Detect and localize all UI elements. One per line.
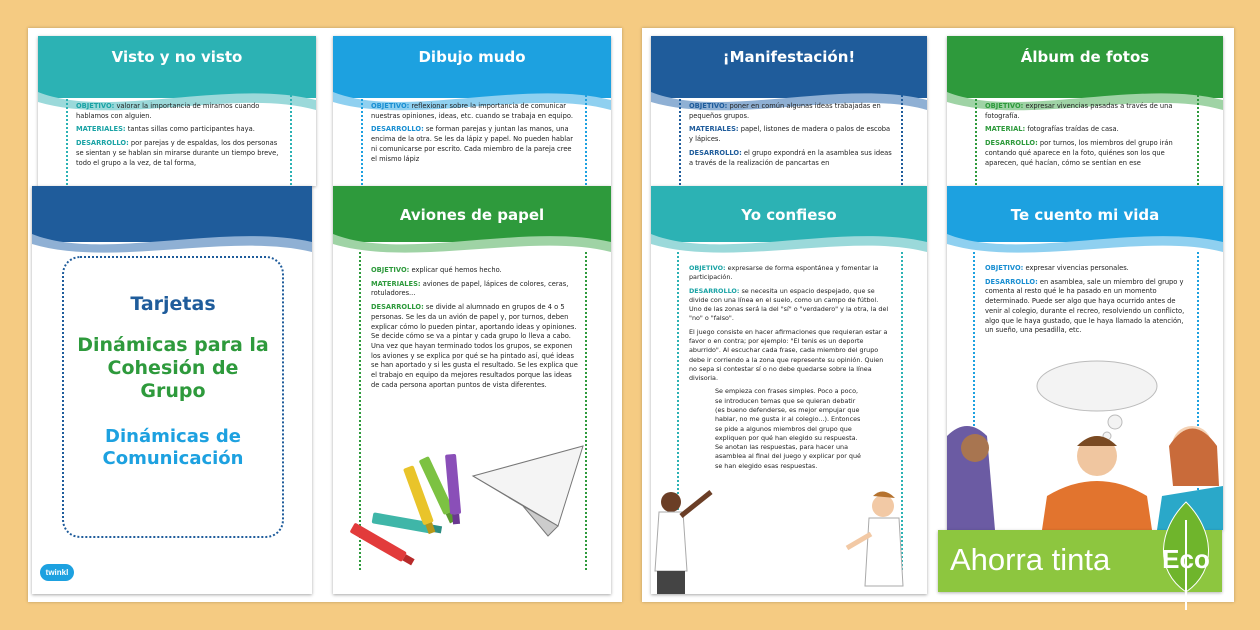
eco-label: Eco [1162,544,1210,574]
desarrollo-text: el grupo expondrá en la asamblea sus ideas a través de la realización de pancartas en [689,148,892,167]
cover-card [32,186,312,594]
card-dibujo-mudo [333,36,611,186]
objetivo-text: expresar vivencias pasadas a través de una fotografía. [985,102,1173,120]
materiales-label: MATERIALES: [371,279,421,288]
material-label: MATERIAL: [985,125,1026,134]
objetivo-text: valorar la importancia de mirarnos cuando hablamos con alguien. [76,102,260,120]
objetivo-text: expresarse de forma espontánea y fomentar la participación. [689,264,879,282]
objetivo-label: OBJETIVO: [76,102,115,110]
children-illustration [651,476,927,594]
materiales-label: MATERIALES: [689,125,739,134]
desarrollo-label: DESARROLLO: [689,286,740,295]
desarrollo-text: por parejas y de espaldas, los dos personas se sientan y se hablan sin mirarse durante un tiempo breve, todo el grupo a la vez, de tal forma, [76,139,279,167]
desarrollo-text: en asamblea, sale un miembro del grupo y comenta al resto qué le ha pasado en un momento determinado. Puede ser algo que haya ocurrido antes de venir al colegio, durante el recreo, resolviendo un conflicto, algo que le haya gustado, que le haya llamado la atención, un sueño, una pesadilla, etc. [985,277,1185,335]
objetivo-label: OBJETIVO: [689,264,726,272]
crayons-and-plane-illustration [343,436,605,586]
cover-line-2: Dinámicas para la Cohesión de Grupo [77,334,269,403]
desarrollo-text: se necesita un espacio despejado, que se divide con una línea en el suelo, como un campo de fútbol. Uno de las zonas será la del "sí" o "verdadero" y la otra, la del "no" o "falso". [689,286,889,323]
twinkl-logo: twinkl [40,564,74,581]
paragraph-3: Se empieza con frases simples. Poco a poco, se introducen temas que se quieran debatir (es bueno defenderse, es mejor empujar que hablar, no me gusta ir al colegio...). Entonces se pide a algunos miembros del grupo que expliquen por qué han elegido su respuesta. Se anotan las respuestas, para hacer una asamblea al final del juego y explicar por qué se han elegido esas respuestas. [715,387,861,470]
card-title: Dibujo mudo [418,48,526,66]
objetivo-text: reflexionar sobre la importancia de comunicar nuestras opiniones, ideas, etc. cuando se trabaja en equipo. [371,102,573,120]
card-aviones-papel [333,186,611,594]
card-title: ¡Manifestación! [722,48,856,66]
materiales-text: papel, listones de madera o palos de escoba y lápices. [689,125,891,144]
objetivo-text: explicar qué hemos hecho. [411,266,502,274]
card-body [76,102,281,172]
card-visto-no-visto [38,36,316,186]
objetivo-label: OBJETIVO: [689,102,728,110]
materiales-label: MATERIALES: [76,125,126,134]
card-yo-confieso [651,186,927,594]
cover-line-3: Dinámicas de Comunicación [102,426,244,469]
objetivo-text: expresar vivencias personales. [1025,264,1129,272]
objetivo-text: poner en común algunas ideas trabajadas en pequeños grupos. [689,102,881,120]
materiales-text: tantas sillas como participantes haya. [127,125,255,134]
desarrollo-label: DESARROLLO: [76,139,129,148]
card-manifestacion [651,36,927,186]
objetivo-label: OBJETIVO: [985,102,1024,110]
card-title: Yo confieso [741,206,837,224]
eco-ink-saver-badge [938,530,1222,592]
card-body [985,264,1187,340]
card-te-cuento-mi-vida [947,186,1223,530]
desarrollo-text: por turnos, los miembros del grupo irán contando qué aparece en la foto, quiénes son los que aparecen, qué hacían, cómo se sentían en ese [985,139,1173,167]
card-body [371,266,579,395]
desarrollo-label: DESARROLLO: [985,139,1038,148]
cover-line-1: Tarjetas [130,293,216,315]
card-body [689,102,892,172]
desarrollo-label: DESARROLLO: [371,303,424,312]
card-body [985,102,1188,172]
card-title: Aviones de papel [399,206,545,224]
objetivo-label: OBJETIVO: [371,266,410,274]
card-album-fotos [947,36,1223,186]
desarrollo-label: DESARROLLO: [985,277,1038,286]
card-title: Visto y no visto [111,48,243,66]
paragraph-2: El juego consiste en hacer afirmaciones que requieran estar a favor o en contra; por ejemplo: "El tenis es un deporte aburrido". Al escuchar cada frase, cada miembro del grupo debe ir corriendo a la zona que represente su opinión. Quien no sepa si contestar sí o no debe quedarse sobre la línea divisoria. [689,327,888,383]
desarrollo-text: se forman parejas y juntan las manos, una encima de la otra. Se les da lápiz y papel. No pueden hablar ni comunicarse por escrito. Cada miembro de la pareja cree el mismo lápiz [371,125,573,163]
objetivo-label: OBJETIVO: [371,102,410,110]
card-title: Te cuento mi vida [1010,206,1160,224]
desarrollo-text: se divide al alumnado en grupos de 4 o 5 personas. Se les da un avión de papel y, por turnos, deben explicar cómo lo pueden pintar, aportando ideas y opiniones. Se decide cómo se va a pintar y cada grupo lo lleva a cabo. Una vez que hayan terminado todos los grupos, se exponen los aviones y se explica por qué se ha pintado así, qué ideas se han aportado y si les gusta el resultado. Se les explica que el trabajo en equipo da mejores resultados porque las ideas de cada persona aportan puntos de vista diferentes. [371,303,578,389]
objetivo-label: OBJETIVO: [985,264,1024,272]
card-body [689,264,891,475]
card-body [371,102,576,168]
card-title: Álbum de fotos [1020,48,1150,66]
desarrollo-label: DESARROLLO: [689,148,742,157]
material-text: fotografías traídas de casa. [1027,125,1119,134]
eco-badge-text: Ahorra tinta [950,542,1111,577]
desarrollo-label: DESARROLLO: [371,125,424,134]
materiales-text: aviones de papel, lápices de colores, ceras, rotuladores... [371,279,569,298]
